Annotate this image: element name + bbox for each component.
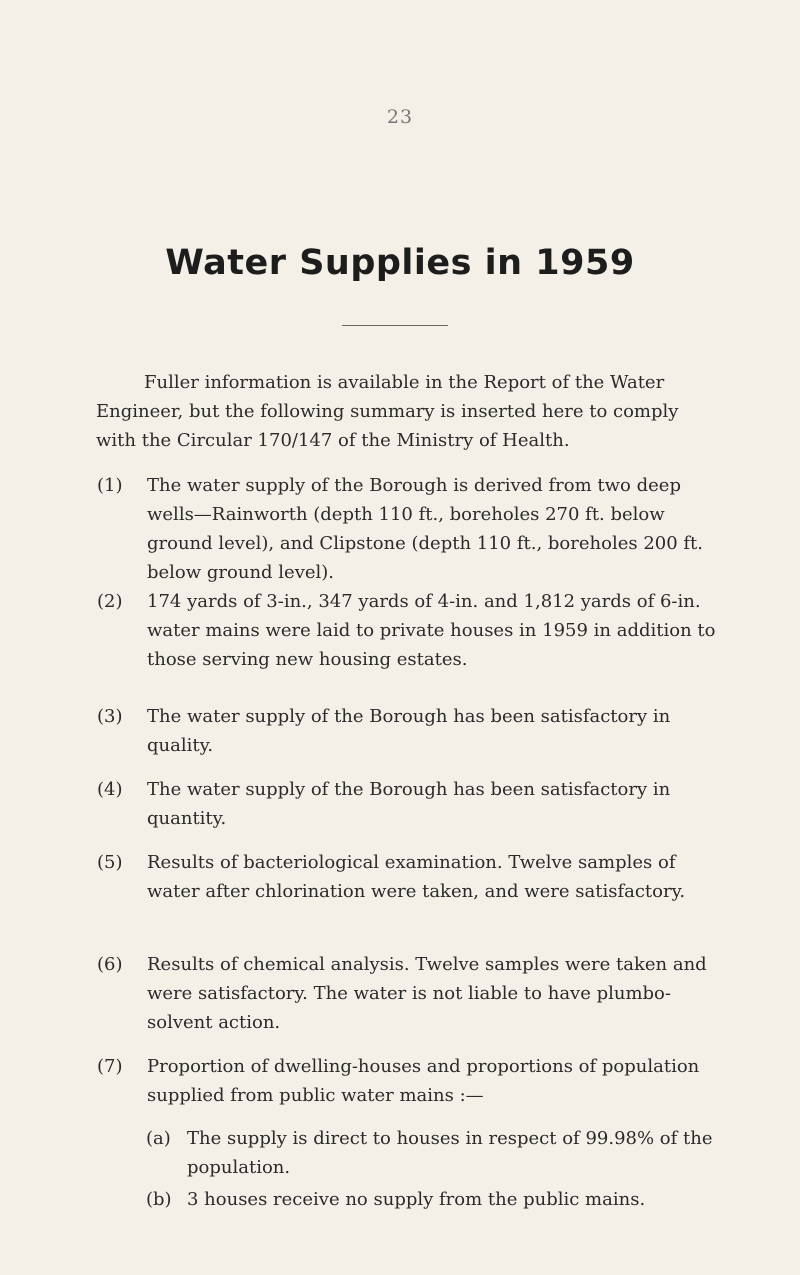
list-item-text: The water supply of the Borough is derived from two deep wells—Rainworth (depth 110 ft., boreholes 270 ft. below ground level), and Clipstone (depth 110 ft., boreholes 200 ft. below ground level). xyxy=(147,475,704,583)
list-item-number: (7) xyxy=(97,1056,123,1077)
sub-item-text: The supply is direct to houses in respect of 99.98% of the population. xyxy=(187,1128,713,1178)
sub-item-b xyxy=(146,1185,722,1214)
list-item-1 xyxy=(97,471,722,587)
page-number: 23 xyxy=(386,106,414,128)
title-divider xyxy=(342,325,448,326)
list-item-4 xyxy=(97,775,722,833)
list-item-text: Results of chemical analysis. Twelve samples were taken and were satisfactory. The water is not liable to have plumbo-solvent action. xyxy=(147,954,707,1033)
list-item-text: The water supply of the Borough has been satisfactory in quality. xyxy=(147,706,671,756)
list-item-7 xyxy=(97,1052,722,1110)
list-item-text: Proportion of dwelling-houses and proportions of population supplied from public water mains :— xyxy=(147,1056,700,1106)
list-item-number: (5) xyxy=(97,852,123,873)
list-item-number: (1) xyxy=(97,475,123,496)
list-item-6 xyxy=(97,950,722,1037)
sub-item-a xyxy=(146,1124,722,1182)
list-item-text: Results of bacteriological examination. Twelve samples of water after chlorination were taken, and were satisfactory. xyxy=(147,852,686,902)
sub-item-letter: (a) xyxy=(146,1128,171,1149)
sub-item-text: 3 houses receive no supply from the public mains. xyxy=(187,1189,646,1210)
list-item-number: (6) xyxy=(97,954,123,975)
page-title: Water Supplies in 1959 xyxy=(165,243,635,283)
list-item-text: The water supply of the Borough has been satisfactory in quantity. xyxy=(147,779,671,829)
list-item-2 xyxy=(97,587,722,674)
list-item-number: (3) xyxy=(97,706,123,727)
intro-paragraph: Fuller information is available in the Report of the Water Engineer, but the following summary is inserted here to comply with the Circular 170/147 of the Ministry of Health. xyxy=(96,372,679,451)
sub-item-letter: (b) xyxy=(146,1189,172,1210)
list-item-number: (2) xyxy=(97,591,123,612)
list-item-3 xyxy=(97,702,722,760)
list-item-5 xyxy=(97,848,722,906)
list-item-text: 174 yards of 3-in., 347 yards of 4-in. and 1,812 yards of 6-in. water mains were laid to private houses in 1959 in addition to those serving new housing estates. xyxy=(147,591,716,670)
list-item-number: (4) xyxy=(97,779,123,800)
